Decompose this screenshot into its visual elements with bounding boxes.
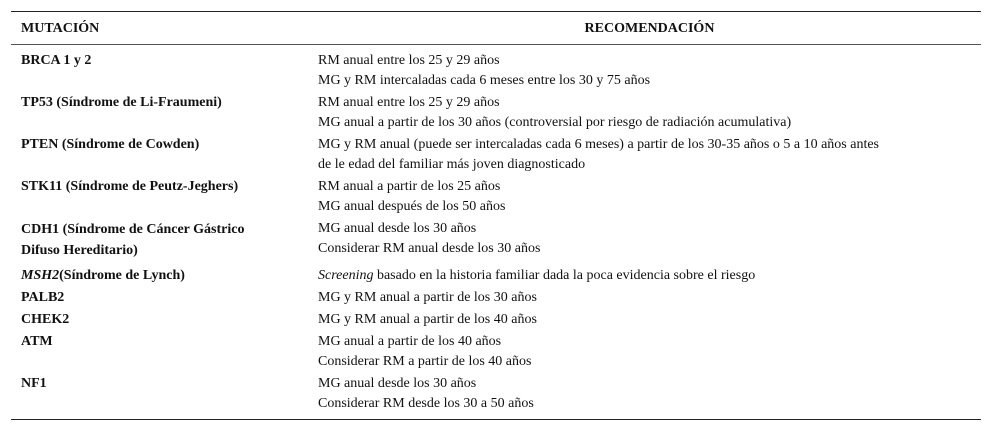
- recommendation-line: RM anual entre los 25 y 29 años: [318, 53, 500, 68]
- gene-cell: CHEK2: [21, 312, 70, 327]
- table-row-cdh1: [11, 218, 981, 262]
- recommendation-line: MG anual después de los 50 años: [318, 199, 506, 214]
- table-row-tp53: [11, 92, 981, 134]
- recommendation-cell: [318, 309, 981, 331]
- recommendation-line: Considerar RM a partir de los 40 años: [318, 354, 532, 369]
- recommendation-line: RM anual a partir de los 25 años: [318, 179, 501, 194]
- gene-cell: [11, 218, 318, 262]
- gene-line: CDH1 (Síndrome de Cáncer Gástrico: [21, 222, 245, 237]
- recommendation-line: MG anual a partir de los 30 años (controversial por riesgo de radiación acumulativa): [318, 115, 792, 130]
- recommendation-line: MG y RM anual (puede ser intercaladas cada 6 meses) a partir de los 30-35 años o 5 a 10 años antes: [318, 137, 879, 152]
- gene-cell: ATM: [21, 334, 53, 349]
- recommendation-cell: [318, 331, 981, 373]
- gene-cell: TP53 (Síndrome de Li-Fraumeni): [21, 95, 222, 110]
- table-row-msh2: [11, 262, 981, 287]
- gene-syndrome: (Síndrome de Lynch): [59, 268, 185, 283]
- recommendation-cell: [318, 45, 981, 93]
- recommendation-line: MG anual a partir de los 40 años: [318, 334, 502, 349]
- header-mutation: MUTACIÓN: [21, 21, 100, 36]
- table-row-stk11: [11, 176, 981, 218]
- recommendation-cell: [318, 373, 981, 420]
- gene-name-italic: MSH2: [21, 268, 60, 283]
- table-row-chek2: [11, 309, 981, 331]
- recommendation-cell: [318, 287, 981, 309]
- recommendation-cell: [318, 134, 981, 176]
- recommendation-cell: [318, 92, 981, 134]
- table-row-nf1: [11, 373, 981, 420]
- recommendations-table-container: [11, 11, 981, 420]
- recommendation-line: Considerar RM desde los 30 a 50 años: [318, 396, 534, 411]
- mutation-recommendations-table: [11, 11, 981, 420]
- recommendation-text: basado en la historia familiar dada la poca evidencia sobre el riesgo: [373, 268, 756, 283]
- recommendation-line: MG y RM anual a partir de los 30 años: [318, 290, 537, 305]
- recommendation-line: de le edad del familiar más joven diagnosticado: [318, 157, 586, 172]
- table-row-pten: [11, 134, 981, 176]
- gene-line: Difuso Hereditario): [21, 243, 138, 258]
- recommendation-line: RM anual entre los 25 y 29 años: [318, 95, 500, 110]
- gene-cell: BRCA 1 y 2: [21, 53, 92, 68]
- recommendation-italic: Screening: [318, 268, 374, 283]
- recommendation-line: MG anual desde los 30 años: [318, 221, 477, 236]
- recommendation-cell: [318, 218, 981, 262]
- recommendation-line: MG anual desde los 30 años: [318, 376, 477, 391]
- recommendation-line: MG y RM intercaladas cada 6 meses entre los 30 y 75 años: [318, 73, 651, 88]
- table-row-palb2: [11, 287, 981, 309]
- table-header-row: [11, 12, 981, 45]
- gene-cell: NF1: [21, 376, 47, 391]
- table-row-brca: [11, 45, 981, 93]
- recommendation-line: MG y RM anual a partir de los 40 años: [318, 312, 537, 327]
- gene-cell: PALB2: [21, 290, 65, 305]
- table-row-atm: [11, 331, 981, 373]
- gene-cell: PTEN (Síndrome de Cowden): [21, 137, 200, 152]
- recommendation-cell: [318, 176, 981, 218]
- gene-cell: [11, 262, 318, 287]
- header-recommendation: RECOMENDACIÓN: [584, 21, 715, 36]
- recommendation-cell: [318, 262, 981, 287]
- gene-cell: STK11 (Síndrome de Peutz-Jeghers): [21, 179, 239, 194]
- recommendation-line: Considerar RM anual desde los 30 años: [318, 241, 541, 256]
